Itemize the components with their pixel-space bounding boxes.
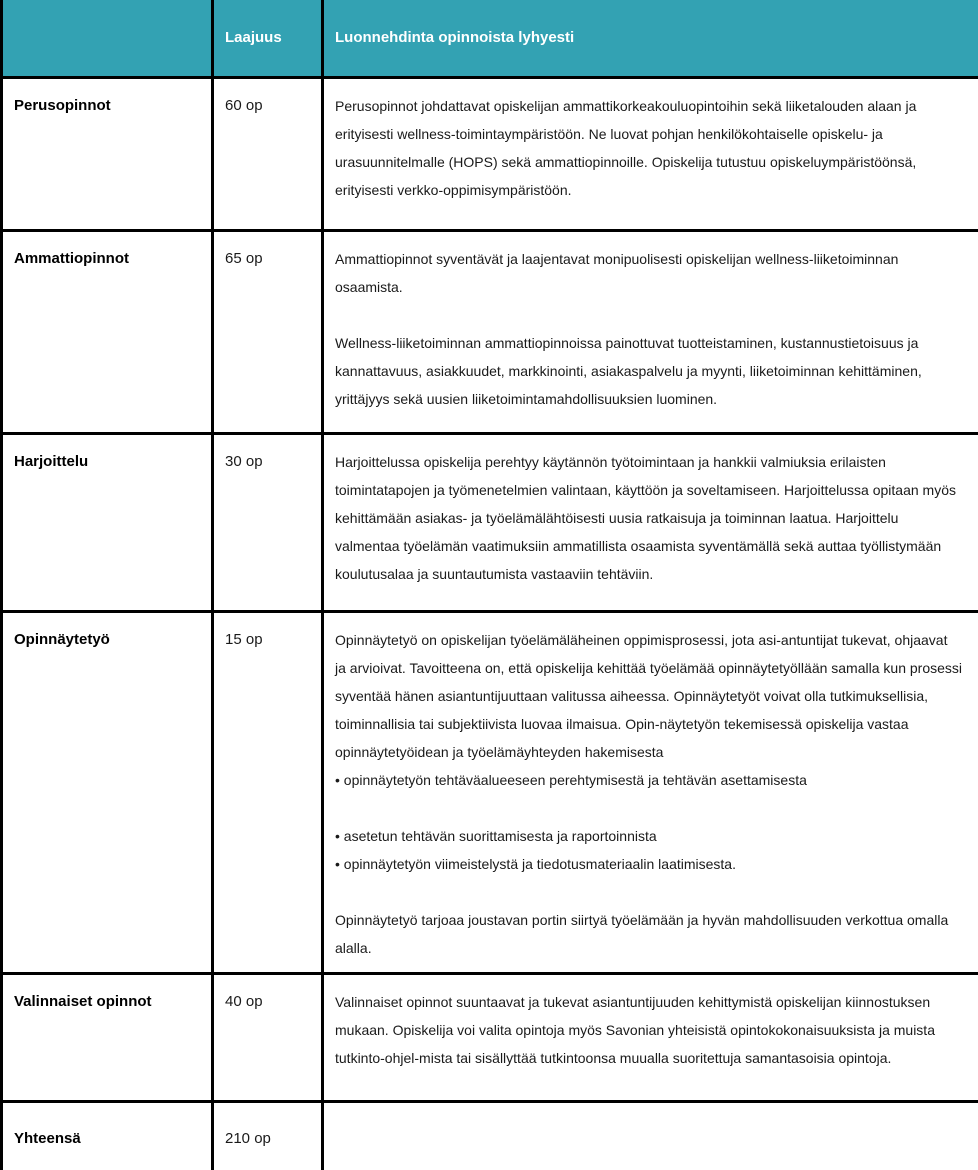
row-description-empty [323, 1101, 978, 1170]
row-label: Valinnaiset opinnot [2, 973, 213, 1101]
table-row-harjoittelu [2, 433, 978, 611]
row-label: Opinnäytetyö [2, 611, 213, 973]
row-label: Ammattiopinnot [2, 230, 213, 433]
table-row-opinnaytetyo [2, 611, 978, 973]
table-row-valinnaiset-opinnot [2, 973, 978, 1101]
header-cell-structure [2, 0, 213, 77]
row-description [323, 77, 978, 230]
header-cell-description: Luonnehdinta opinnoista lyhyesti [323, 0, 978, 77]
row-label: Yhteensä [2, 1101, 213, 1170]
row-description [323, 433, 978, 611]
blank-line [335, 878, 962, 906]
description-bullet: • opinnäytetyön viimeistelystä ja tiedotusmateriaalin laatimisesta. [335, 855, 736, 872]
blank-line [335, 301, 962, 329]
blank-line [335, 794, 962, 822]
description-bullet: • opinnäytetyön tehtäväalueeseen perehtymisestä ja tehtävän asettamisesta [335, 771, 807, 788]
row-description [323, 230, 978, 433]
row-extent-value: 65 op [213, 230, 323, 433]
description-paragraph: Opinnäytetyö on opiskelijan työelämäläheinen oppimisprosessi, jota asi-antuntijat tukevat, ohjaavat ja arvioivat. Tavoitteena on, että opiskelija kehittää työelämää opinnäytetyöllään samalla kun prosessi syventää hänen asiantuntijuuttaan valitussa aiheessa. Opinnäytetyöt voivat olla tutkimuksellisia, toiminnallisia tai subjektiivista luovaa ilmaisua. Opin-näytetyön tekemisessä opiskelija vastaa opinnäytetyöidean ja työelämäyhteyden hakemisesta [335, 631, 962, 760]
row-label: Perusopinnot [2, 77, 213, 230]
description-paragraph: Valinnaiset opinnot suuntaavat ja tukevat asiantuntijuuden kehittymistä opiskelijan kiinnostuksen mukaan. Opiskelija voi valita opintoja myös Savonian yhteisistä opintokokonaisuuksista ja muista tutkinto-ohjel-mista tai sisällyttää tutkintoonsa muualla suoritettuja samantasoisia opintoja. [335, 993, 935, 1066]
description-paragraph: Wellness-liiketoiminnan ammattiopinnoissa painottuvat tuotteistaminen, kustannustietoisuus ja kannattavuus, asiakkuudet, markkinointi, asiakaspalvelu ja myynti, liiketoiminnan kehittäminen, yrittäjyys sekä uusien liiketoimintamahdollisuuksien luominen. [335, 334, 922, 407]
description-paragraph: Opinnäytetyö tarjoaa joustavan portin siirtyä työelämään ja hyvän mahdollisuuden verkottua omalla alalla. [335, 911, 949, 956]
row-extent-value: 210 op [213, 1101, 323, 1170]
row-extent-value: 15 op [213, 611, 323, 973]
header-row [2, 0, 978, 77]
description-paragraph: Perusopinnot johdattavat opiskelijan ammattikorkeakouluopintoihin sekä liiketalouden alaan ja erityisesti wellness-toimintaympäristöön. Ne luovat pohjan henkilökohtaiselle opiskelu- ja urasuunnitelmalle (HOPS) sekä ammattiopinnoille. Opiskelija tutustuu opiskeluympäristöönsä, erityisesti verkko-oppimisympäristöön. [335, 97, 917, 198]
row-extent-value: 60 op [213, 77, 323, 230]
description-bullet: • asetetun tehtävän suorittamisesta ja raportoinnista [335, 827, 657, 844]
row-extent-value: 40 op [213, 973, 323, 1101]
table-row-ammattiopinnot [2, 230, 978, 433]
row-extent-value: 30 op [213, 433, 323, 611]
row-description [323, 611, 978, 973]
table-row-perusopinnot [2, 77, 978, 230]
row-description [323, 973, 978, 1101]
table-row-yhteensa [2, 1101, 978, 1170]
description-paragraph: Ammattiopinnot syventävät ja laajentavat monipuolisesti opiskelijan wellness-liiketoiminnan osaamista. [335, 250, 899, 295]
header-cell-laajuus: Laajuus [213, 0, 323, 77]
description-paragraph: Harjoittelussa opiskelija perehtyy käytännön työtoimintaan ja hankkii valmiuksia erilaisten toimintatapojen ja työmenetelmien valintaan, käyttöön ja soveltamiseen. Harjoittelussa opitaan myös kehittämään asiakas- ja työelämälähtöisesti uusia ratkaisuja ja toiminnan laatua. Harjoittelu valmentaa työelämän vaatimuksiin ammatillista osaamista syventämällä sekä auttaa työllistymään koulutusalaa ja suuntautumista vastaaviin tehtäviin. [335, 453, 957, 582]
row-label: Harjoittelu [2, 433, 213, 611]
